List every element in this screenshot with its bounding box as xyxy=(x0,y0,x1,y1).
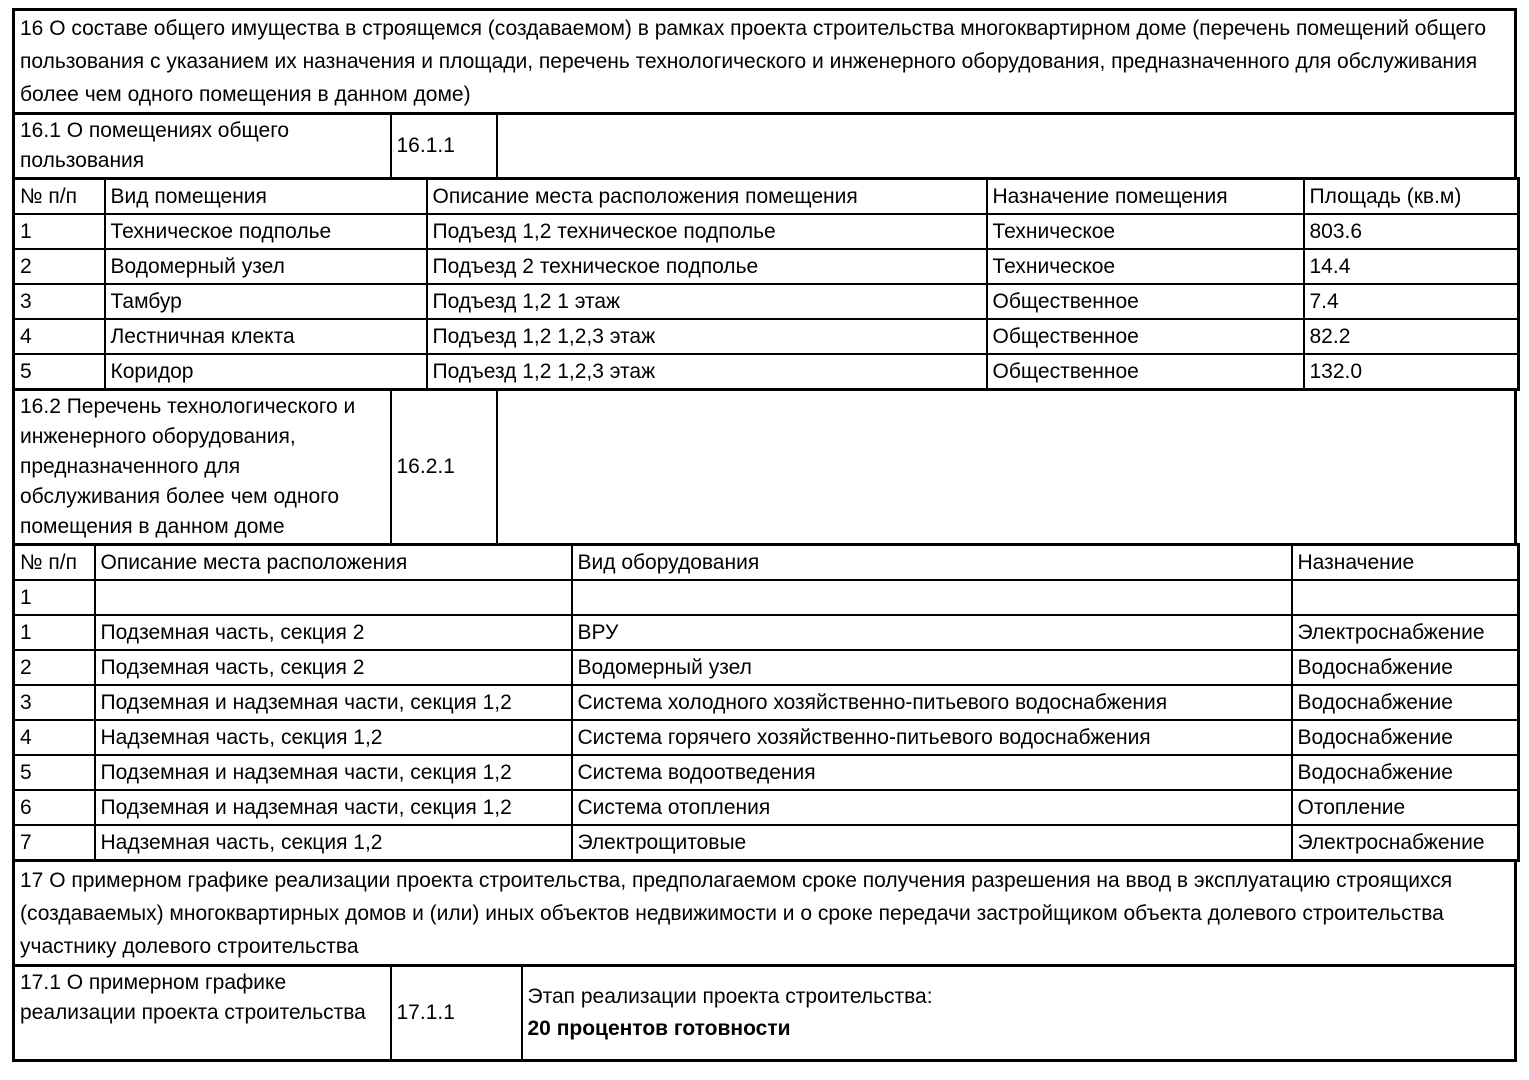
row-17-1 xyxy=(12,964,1517,1062)
cell: Надземная часть, секция 1,2 xyxy=(95,825,572,861)
table-row xyxy=(14,650,1519,685)
cell: 7.4 xyxy=(1304,284,1519,319)
section-17-title: 17 О примерном графике реализации проекта строительства, предполагаемом сроке получения разрешения на ввод в эксплуатацию строящихся (создаваемых) многоквартирных домов и (или) иных объектов недвижимости и о сроке передачи застройщиком объекта долевого строительства участнику долевого строительства xyxy=(14,861,1516,966)
cell: Надземная часть, секция 1,2 xyxy=(95,720,572,755)
column-header: Описание места расположения помещения xyxy=(427,179,987,215)
column-header: № п/п xyxy=(14,179,105,215)
row-16-1 xyxy=(12,112,1517,180)
cell: 132.0 xyxy=(1304,354,1519,390)
cell xyxy=(95,580,572,615)
cell: Лестничная клекта xyxy=(105,319,427,354)
cell: 7 xyxy=(14,825,95,861)
row-17-1-label: 17.1 О примерном графике реализации проекта строительства xyxy=(14,966,391,1061)
cell: 5 xyxy=(14,755,95,790)
cell: Водомерный узел xyxy=(572,650,1292,685)
column-header: Вид помещения xyxy=(105,179,427,215)
section-16-title-block xyxy=(12,8,1517,115)
table-row xyxy=(14,390,1516,545)
row-16-2-label: 16.2 Перечень технологического и инженерного оборудования, предназначенного для обслуживания более чем одного помещения в данном доме xyxy=(14,390,391,545)
row-17-1-value xyxy=(522,966,1516,1061)
row-16-2-code: 16.2.1 xyxy=(391,390,497,545)
cell: ВРУ xyxy=(572,615,1292,650)
cell: Подземная и надземная части, секция 1,2 xyxy=(95,755,572,790)
equipment-table-header-row xyxy=(14,545,1519,581)
row-16-1-value xyxy=(497,114,1516,179)
cell: Подъезд 1,2 1,2,3 этаж xyxy=(427,319,987,354)
cell: Подъезд 1,2 техническое подполье xyxy=(427,214,987,249)
cell: 82.2 xyxy=(1304,319,1519,354)
cell: Подземная и надземная части, секция 1,2 xyxy=(95,685,572,720)
table-row xyxy=(14,720,1519,755)
cell: Водоснабжение xyxy=(1292,720,1519,755)
premises-table-header-row xyxy=(14,179,1519,215)
cell: 4 xyxy=(14,319,105,354)
column-header: Назначение xyxy=(1292,545,1519,581)
cell: Подземная и надземная части, секция 1,2 xyxy=(95,790,572,825)
cell: Водомерный узел xyxy=(105,249,427,284)
cell: 1 xyxy=(14,214,105,249)
cell: Система горячего хозяйственно-питьевого водоснабжения xyxy=(572,720,1292,755)
cell: 3 xyxy=(14,685,95,720)
column-header: Описание места расположения xyxy=(95,545,572,581)
table-row xyxy=(14,825,1519,861)
premises-table xyxy=(12,177,1520,391)
cell: Подземная часть, секция 2 xyxy=(95,650,572,685)
cell: Электрощитовые xyxy=(572,825,1292,861)
cell: Техническое xyxy=(987,214,1304,249)
cell: Подземная часть, секция 2 xyxy=(95,615,572,650)
cell: 2 xyxy=(14,249,105,284)
cell: Система водоотведения xyxy=(572,755,1292,790)
cell: 1 xyxy=(14,615,95,650)
table-row xyxy=(14,615,1519,650)
row-16-1-label: 16.1 О помещениях общего пользования xyxy=(14,114,391,179)
cell: Водоснабжение xyxy=(1292,650,1519,685)
cell xyxy=(572,580,1292,615)
column-header: Площадь (кв.м) xyxy=(1304,179,1519,215)
table-row xyxy=(14,214,1519,249)
table-row xyxy=(14,319,1519,354)
cell: Техническое xyxy=(987,249,1304,284)
row-16-2 xyxy=(12,388,1517,546)
cell: Система отопления xyxy=(572,790,1292,825)
cell: 803.6 xyxy=(1304,214,1519,249)
cell: Подъезд 1,2 1 этаж xyxy=(427,284,987,319)
table-row xyxy=(14,966,1516,1061)
column-header: Назначение помещения xyxy=(987,179,1304,215)
cell: Электроснабжение xyxy=(1292,825,1519,861)
table-row xyxy=(14,755,1519,790)
cell: 4 xyxy=(14,720,95,755)
table-row xyxy=(14,790,1519,825)
cell: 3 xyxy=(14,284,105,319)
row-17-1-code: 17.1.1 xyxy=(391,966,522,1061)
cell xyxy=(1292,580,1519,615)
cell: Водоснабжение xyxy=(1292,685,1519,720)
cell: Общественное xyxy=(987,319,1304,354)
cell: Отопление xyxy=(1292,790,1519,825)
cell: Тамбур xyxy=(105,284,427,319)
cell: Подъезд 1,2 1,2,3 этаж xyxy=(427,354,987,390)
row-16-2-value xyxy=(497,390,1516,545)
cell: Электроснабжение xyxy=(1292,615,1519,650)
cell: Общественное xyxy=(987,354,1304,390)
cell: Общественное xyxy=(987,284,1304,319)
cell: Техническое подполье xyxy=(105,214,427,249)
table-row xyxy=(14,685,1519,720)
equipment-table xyxy=(12,543,1520,862)
cell: 2 xyxy=(14,650,95,685)
table-row xyxy=(14,249,1519,284)
column-header: Вид оборудования xyxy=(572,545,1292,581)
table-row xyxy=(14,10,1516,114)
table-row xyxy=(14,114,1516,179)
cell: Подъезд 2 техническое подполье xyxy=(427,249,987,284)
cell: 1 xyxy=(14,580,95,615)
section-17-title-block xyxy=(12,859,1517,967)
section-16-title: 16 О составе общего имущества в строящемся (создаваемом) в рамках проекта строительства многоквартирном доме (перечень помещений общего пользования с указанием их назначения и площади, перечень технологического и инженерного оборудования, предназначенного для обслуживания более чем одного помещения в данном доме) xyxy=(14,10,1516,114)
table-row xyxy=(14,861,1516,966)
table-row xyxy=(14,354,1519,390)
table-row xyxy=(14,284,1519,319)
cell: 14.4 xyxy=(1304,249,1519,284)
column-header: № п/п xyxy=(14,545,95,581)
cell: Водоснабжение xyxy=(1292,755,1519,790)
table-row xyxy=(14,580,1519,615)
cell: 6 xyxy=(14,790,95,825)
row-16-1-code: 16.1.1 xyxy=(391,114,497,179)
cell: 5 xyxy=(14,354,105,390)
stage-label: Этап реализации проекта строительства: xyxy=(527,985,933,1008)
stage-value: 20 процентов готовности xyxy=(527,1017,791,1040)
cell: Система холодного хозяйственно-питьевого водоснабжения xyxy=(572,685,1292,720)
cell: Коридор xyxy=(105,354,427,390)
